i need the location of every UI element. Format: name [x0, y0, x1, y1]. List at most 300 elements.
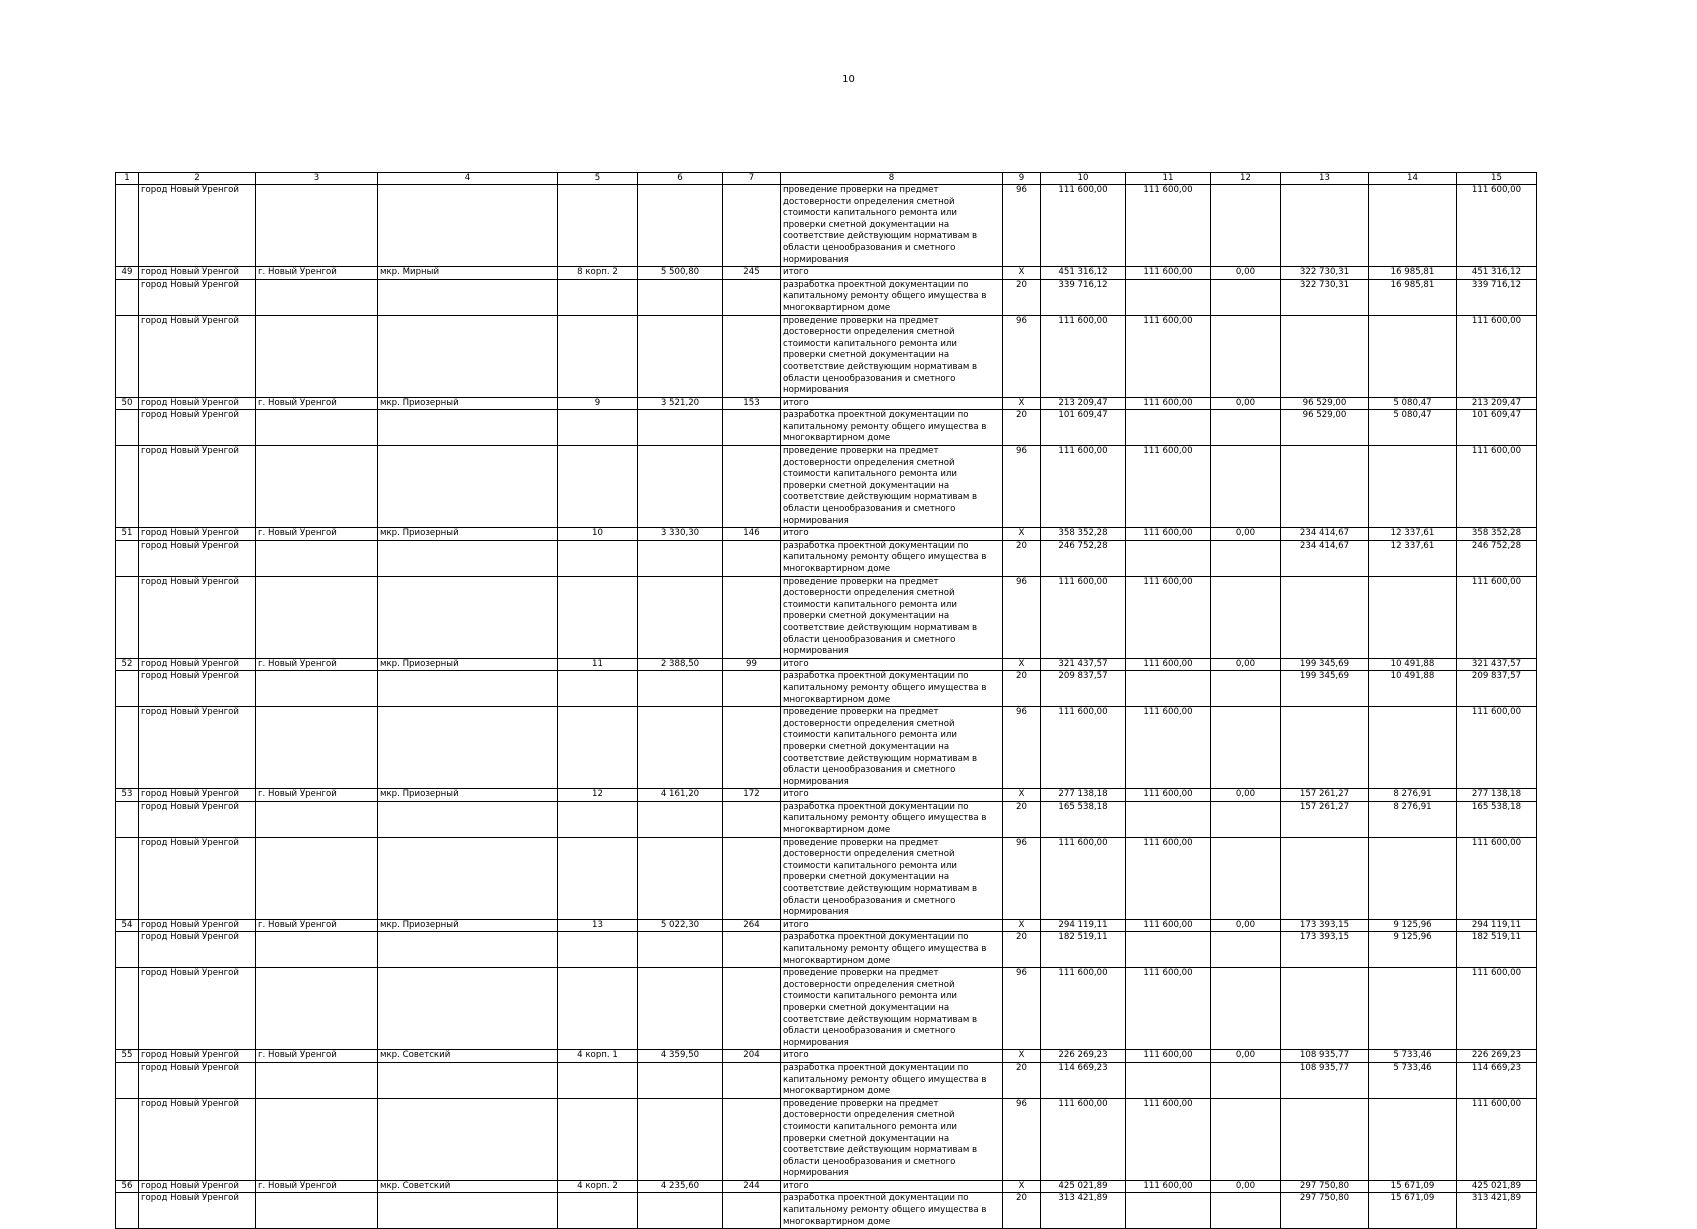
- cost-col15-cell: 425 021,89: [1457, 1180, 1537, 1193]
- cost-col11-cell: [1126, 1193, 1211, 1229]
- municipality-cell: город Новый Уренгой: [139, 315, 256, 397]
- column-header: 8: [781, 173, 1003, 185]
- area-cell: 3 330,30: [638, 528, 723, 541]
- cost-col14-cell: 15 671,09: [1369, 1193, 1457, 1229]
- area-cell: [638, 1062, 723, 1098]
- area-cell: [638, 837, 723, 919]
- area-cell: [638, 540, 723, 576]
- street-cell: [378, 410, 558, 446]
- municipality-cell: город Новый Уренгой: [139, 837, 256, 919]
- table-row: [116, 315, 1537, 397]
- total-cost-cell: 114 669,23: [1041, 1062, 1126, 1098]
- cost-col13-cell: 96 529,00: [1281, 397, 1369, 410]
- work-type-cell: разработка проектной документации по капитальному ремонту общего имущества в многоквартирном доме: [781, 279, 1003, 315]
- area-cell: [638, 707, 723, 789]
- cost-col15-cell: 111 600,00: [1457, 1098, 1537, 1180]
- area-cell: [638, 671, 723, 707]
- row-number-cell: [116, 707, 139, 789]
- table-row: [116, 185, 1537, 267]
- municipality-cell: город Новый Уренгой: [139, 446, 256, 528]
- row-number-cell: [116, 185, 139, 267]
- work-type-cell: разработка проектной документации по капитальному ремонту общего имущества в многоквартирном доме: [781, 801, 1003, 837]
- table-row: [116, 658, 1537, 671]
- residents-cell: 204: [723, 1050, 781, 1063]
- cost-col15-cell: 213 209,47: [1457, 397, 1537, 410]
- cost-col13-cell: 108 935,77: [1281, 1062, 1369, 1098]
- municipality-cell: город Новый Уренгой: [139, 185, 256, 267]
- table-row: [116, 919, 1537, 932]
- cost-col13-cell: 297 750,80: [1281, 1180, 1369, 1193]
- work-code-cell: 96: [1003, 576, 1041, 658]
- area-cell: [638, 1193, 723, 1229]
- municipality-cell: город Новый Уренгой: [139, 1050, 256, 1063]
- area-cell: 5 022,30: [638, 919, 723, 932]
- work-type-cell: проведение проверки на предмет достоверности определения сметной стоимости капитального ремонта или проверки сметной документации на соответствие действующим нормативам в области ценообразования и сметного нормирования: [781, 1098, 1003, 1180]
- cost-col11-cell: 111 600,00: [1126, 576, 1211, 658]
- work-code-cell: 96: [1003, 315, 1041, 397]
- municipality-cell: город Новый Уренгой: [139, 658, 256, 671]
- cost-col11-cell: [1126, 1062, 1211, 1098]
- cost-col12-cell: [1211, 540, 1281, 576]
- column-header: 14: [1369, 173, 1457, 185]
- cost-col15-cell: 277 138,18: [1457, 789, 1537, 802]
- municipality-cell: город Новый Уренгой: [139, 1098, 256, 1180]
- area-cell: [638, 1098, 723, 1180]
- cost-col11-cell: 111 600,00: [1126, 528, 1211, 541]
- work-type-cell: проведение проверки на предмет достоверности определения сметной стоимости капитального ремонта или проверки сметной документации на соответствие действующим нормативам в области ценообразования и сметного нормирования: [781, 707, 1003, 789]
- street-cell: мкр. Приозерный: [378, 397, 558, 410]
- cost-col12-cell: [1211, 801, 1281, 837]
- cost-col15-cell: 339 716,12: [1457, 279, 1537, 315]
- municipality-cell: город Новый Уренгой: [139, 279, 256, 315]
- work-code-cell: X: [1003, 1180, 1041, 1193]
- street-cell: [378, 801, 558, 837]
- work-type-cell: разработка проектной документации по капитальному ремонту общего имущества в многоквартирном доме: [781, 1062, 1003, 1098]
- cost-col11-cell: 111 600,00: [1126, 707, 1211, 789]
- work-code-cell: 20: [1003, 801, 1041, 837]
- column-header: 12: [1211, 173, 1281, 185]
- total-cost-cell: 111 600,00: [1041, 185, 1126, 267]
- settlement-cell: [256, 801, 378, 837]
- area-cell: 4 161,20: [638, 789, 723, 802]
- cost-col12-cell: [1211, 185, 1281, 267]
- row-number-cell: [116, 410, 139, 446]
- residents-cell: 244: [723, 1180, 781, 1193]
- municipality-cell: город Новый Уренгой: [139, 528, 256, 541]
- row-number-cell: [116, 279, 139, 315]
- cost-col11-cell: 111 600,00: [1126, 315, 1211, 397]
- area-cell: [638, 410, 723, 446]
- cost-col14-cell: 9 125,96: [1369, 932, 1457, 968]
- house-number-cell: [558, 279, 638, 315]
- street-cell: [378, 707, 558, 789]
- work-code-cell: X: [1003, 919, 1041, 932]
- work-type-cell: проведение проверки на предмет достоверности определения сметной стоимости капитального ремонта или проверки сметной документации на соответствие действующим нормативам в области ценообразования и сметного нормирования: [781, 185, 1003, 267]
- cost-col13-cell: 234 414,67: [1281, 528, 1369, 541]
- house-number-cell: 10: [558, 528, 638, 541]
- column-header: 13: [1281, 173, 1369, 185]
- table-row: [116, 707, 1537, 789]
- total-cost-cell: 111 600,00: [1041, 1098, 1126, 1180]
- column-header: 3: [256, 173, 378, 185]
- residents-cell: [723, 185, 781, 267]
- table-row: [116, 1180, 1537, 1193]
- cost-col14-cell: 15 671,09: [1369, 1180, 1457, 1193]
- residents-cell: 146: [723, 528, 781, 541]
- work-type-cell: проведение проверки на предмет достоверности определения сметной стоимости капитального ремонта или проверки сметной документации на соответствие действующим нормативам в области ценообразования и сметного нормирования: [781, 446, 1003, 528]
- work-code-cell: X: [1003, 789, 1041, 802]
- area-cell: 2 388,50: [638, 658, 723, 671]
- total-cost-cell: 213 209,47: [1041, 397, 1126, 410]
- table-row: [116, 410, 1537, 446]
- municipality-cell: город Новый Уренгой: [139, 1193, 256, 1229]
- cost-col15-cell: 182 519,11: [1457, 932, 1537, 968]
- cost-col12-cell: [1211, 837, 1281, 919]
- work-type-cell: разработка проектной документации по капитальному ремонту общего имущества в многоквартирном доме: [781, 932, 1003, 968]
- street-cell: [378, 968, 558, 1050]
- street-cell: [378, 1193, 558, 1229]
- cost-col13-cell: 199 345,69: [1281, 658, 1369, 671]
- settlement-cell: г. Новый Уренгой: [256, 1050, 378, 1063]
- row-number-cell: [116, 1193, 139, 1229]
- cost-col15-cell: 358 352,28: [1457, 528, 1537, 541]
- table-row: [116, 1050, 1537, 1063]
- cost-col14-cell: [1369, 707, 1457, 789]
- municipality-cell: город Новый Уренгой: [139, 801, 256, 837]
- work-code-cell: 96: [1003, 185, 1041, 267]
- residents-cell: 153: [723, 397, 781, 410]
- total-cost-cell: 313 421,89: [1041, 1193, 1126, 1229]
- cost-col14-cell: 10 491,88: [1369, 671, 1457, 707]
- total-cost-cell: 111 600,00: [1041, 446, 1126, 528]
- capital-repair-table: [115, 172, 1537, 1229]
- municipality-cell: город Новый Уренгой: [139, 789, 256, 802]
- total-cost-cell: 111 600,00: [1041, 315, 1126, 397]
- cost-col11-cell: 111 600,00: [1126, 968, 1211, 1050]
- area-cell: [638, 968, 723, 1050]
- house-number-cell: 11: [558, 658, 638, 671]
- area-cell: [638, 279, 723, 315]
- cost-col12-cell: [1211, 576, 1281, 658]
- settlement-cell: [256, 315, 378, 397]
- column-header: 6: [638, 173, 723, 185]
- row-number-cell: 56: [116, 1180, 139, 1193]
- cost-col14-cell: 9 125,96: [1369, 919, 1457, 932]
- house-number-cell: [558, 410, 638, 446]
- cost-col13-cell: 108 935,77: [1281, 1050, 1369, 1063]
- house-number-cell: [558, 671, 638, 707]
- residents-cell: [723, 671, 781, 707]
- residents-cell: [723, 410, 781, 446]
- cost-col15-cell: 226 269,23: [1457, 1050, 1537, 1063]
- total-cost-cell: 111 600,00: [1041, 576, 1126, 658]
- cost-col11-cell: 111 600,00: [1126, 1098, 1211, 1180]
- cost-col15-cell: 111 600,00: [1457, 446, 1537, 528]
- street-cell: [378, 837, 558, 919]
- street-cell: [378, 185, 558, 267]
- cost-col15-cell: 321 437,57: [1457, 658, 1537, 671]
- residents-cell: 99: [723, 658, 781, 671]
- total-cost-cell: 209 837,57: [1041, 671, 1126, 707]
- settlement-cell: г. Новый Уренгой: [256, 1180, 378, 1193]
- work-code-cell: 96: [1003, 1098, 1041, 1180]
- cost-col13-cell: 157 261,27: [1281, 801, 1369, 837]
- work-code-cell: 96: [1003, 837, 1041, 919]
- row-number-cell: 51: [116, 528, 139, 541]
- settlement-cell: [256, 1062, 378, 1098]
- row-number-cell: [116, 576, 139, 658]
- cost-col13-cell: 96 529,00: [1281, 410, 1369, 446]
- work-type-cell: проведение проверки на предмет достоверности определения сметной стоимости капитального ремонта или проверки сметной документации на соответствие действующим нормативам в области ценообразования и сметного нормирования: [781, 576, 1003, 658]
- street-cell: [378, 576, 558, 658]
- residents-cell: [723, 932, 781, 968]
- cost-col11-cell: [1126, 540, 1211, 576]
- cost-col12-cell: 0,00: [1211, 658, 1281, 671]
- house-number-cell: [558, 968, 638, 1050]
- cost-col12-cell: 0,00: [1211, 1050, 1281, 1063]
- street-cell: мкр. Советский: [378, 1050, 558, 1063]
- cost-col12-cell: 0,00: [1211, 397, 1281, 410]
- cost-col15-cell: 111 600,00: [1457, 968, 1537, 1050]
- settlement-cell: г. Новый Уренгой: [256, 528, 378, 541]
- total-cost-cell: 111 600,00: [1041, 837, 1126, 919]
- cost-col15-cell: 209 837,57: [1457, 671, 1537, 707]
- cost-col15-cell: 294 119,11: [1457, 919, 1537, 932]
- row-number-cell: 49: [116, 267, 139, 280]
- residents-cell: [723, 1062, 781, 1098]
- cost-col13-cell: 322 730,31: [1281, 267, 1369, 280]
- work-type-cell: итого: [781, 658, 1003, 671]
- row-number-cell: [116, 837, 139, 919]
- cost-col13-cell: 234 414,67: [1281, 540, 1369, 576]
- cost-col14-cell: 16 985,81: [1369, 267, 1457, 280]
- work-code-cell: X: [1003, 528, 1041, 541]
- work-code-cell: 20: [1003, 410, 1041, 446]
- settlement-cell: [256, 837, 378, 919]
- table-row: [116, 1098, 1537, 1180]
- work-type-cell: итого: [781, 1180, 1003, 1193]
- table-row: [116, 1062, 1537, 1098]
- table-row: [116, 801, 1537, 837]
- table-row: [116, 837, 1537, 919]
- row-number-cell: [116, 315, 139, 397]
- residents-cell: [723, 837, 781, 919]
- cost-col15-cell: 111 600,00: [1457, 576, 1537, 658]
- settlement-cell: [256, 707, 378, 789]
- cost-col11-cell: [1126, 801, 1211, 837]
- cost-col14-cell: 5 733,46: [1369, 1062, 1457, 1098]
- table-row: [116, 789, 1537, 802]
- cost-col11-cell: 111 600,00: [1126, 267, 1211, 280]
- work-code-cell: 20: [1003, 540, 1041, 576]
- cost-col12-cell: 0,00: [1211, 919, 1281, 932]
- street-cell: мкр. Приозерный: [378, 528, 558, 541]
- street-cell: [378, 1098, 558, 1180]
- cost-col11-cell: [1126, 410, 1211, 446]
- settlement-cell: [256, 671, 378, 707]
- table-row: [116, 446, 1537, 528]
- cost-col12-cell: 0,00: [1211, 528, 1281, 541]
- row-number-cell: [116, 671, 139, 707]
- street-cell: мкр. Приозерный: [378, 919, 558, 932]
- work-code-cell: 20: [1003, 671, 1041, 707]
- cost-col14-cell: [1369, 576, 1457, 658]
- work-type-cell: проведение проверки на предмет достоверности определения сметной стоимости капитального ремонта или проверки сметной документации на соответствие действующим нормативам в области ценообразования и сметного нормирования: [781, 837, 1003, 919]
- area-cell: [638, 576, 723, 658]
- table-row: [116, 267, 1537, 280]
- cost-col11-cell: 111 600,00: [1126, 185, 1211, 267]
- table-header-row: [116, 173, 1537, 185]
- house-number-cell: 9: [558, 397, 638, 410]
- cost-col14-cell: 8 276,91: [1369, 801, 1457, 837]
- cost-col11-cell: 111 600,00: [1126, 446, 1211, 528]
- settlement-cell: [256, 1098, 378, 1180]
- row-number-cell: [116, 1098, 139, 1180]
- cost-col13-cell: [1281, 315, 1369, 397]
- row-number-cell: 52: [116, 658, 139, 671]
- total-cost-cell: 425 021,89: [1041, 1180, 1126, 1193]
- settlement-cell: г. Новый Уренгой: [256, 397, 378, 410]
- total-cost-cell: 294 119,11: [1041, 919, 1126, 932]
- street-cell: [378, 279, 558, 315]
- cost-col13-cell: 157 261,27: [1281, 789, 1369, 802]
- work-code-cell: X: [1003, 1050, 1041, 1063]
- municipality-cell: город Новый Уренгой: [139, 576, 256, 658]
- work-code-cell: 96: [1003, 707, 1041, 789]
- house-number-cell: [558, 576, 638, 658]
- table-row: [116, 279, 1537, 315]
- house-number-cell: 8 корп. 2: [558, 267, 638, 280]
- house-number-cell: 12: [558, 789, 638, 802]
- table-row: [116, 671, 1537, 707]
- area-cell: 4 359,50: [638, 1050, 723, 1063]
- street-cell: мкр. Советский: [378, 1180, 558, 1193]
- table-row: [116, 968, 1537, 1050]
- municipality-cell: город Новый Уренгой: [139, 397, 256, 410]
- street-cell: [378, 315, 558, 397]
- house-number-cell: [558, 185, 638, 267]
- residents-cell: [723, 968, 781, 1050]
- total-cost-cell: 182 519,11: [1041, 932, 1126, 968]
- cost-col14-cell: 12 337,61: [1369, 540, 1457, 576]
- street-cell: мкр. Мирный: [378, 267, 558, 280]
- total-cost-cell: 358 352,28: [1041, 528, 1126, 541]
- total-cost-cell: 111 600,00: [1041, 707, 1126, 789]
- cost-col11-cell: 111 600,00: [1126, 1180, 1211, 1193]
- cost-col13-cell: [1281, 707, 1369, 789]
- settlement-cell: г. Новый Уренгой: [256, 267, 378, 280]
- cost-col14-cell: [1369, 446, 1457, 528]
- table-row: [116, 540, 1537, 576]
- residents-cell: [723, 707, 781, 789]
- house-number-cell: [558, 707, 638, 789]
- work-type-cell: проведение проверки на предмет достоверности определения сметной стоимости капитального ремонта или проверки сметной документации на соответствие действующим нормативам в области ценообразования и сметного нормирования: [781, 315, 1003, 397]
- residents-cell: [723, 1193, 781, 1229]
- total-cost-cell: 101 609,47: [1041, 410, 1126, 446]
- cost-col15-cell: 114 669,23: [1457, 1062, 1537, 1098]
- cost-col14-cell: 12 337,61: [1369, 528, 1457, 541]
- residents-cell: 172: [723, 789, 781, 802]
- cost-col15-cell: 313 421,89: [1457, 1193, 1537, 1229]
- row-number-cell: 54: [116, 919, 139, 932]
- settlement-cell: г. Новый Уренгой: [256, 789, 378, 802]
- municipality-cell: город Новый Уренгой: [139, 932, 256, 968]
- cost-col14-cell: [1369, 1098, 1457, 1180]
- municipality-cell: город Новый Уренгой: [139, 671, 256, 707]
- municipality-cell: город Новый Уренгой: [139, 540, 256, 576]
- row-number-cell: [116, 446, 139, 528]
- cost-col12-cell: [1211, 671, 1281, 707]
- settlement-cell: [256, 446, 378, 528]
- area-cell: 3 521,20: [638, 397, 723, 410]
- total-cost-cell: 226 269,23: [1041, 1050, 1126, 1063]
- cost-col14-cell: [1369, 315, 1457, 397]
- cost-col11-cell: [1126, 932, 1211, 968]
- table-row: [116, 1193, 1537, 1229]
- cost-col12-cell: 0,00: [1211, 1180, 1281, 1193]
- cost-col15-cell: 111 600,00: [1457, 185, 1537, 267]
- column-header: 4: [378, 173, 558, 185]
- work-type-cell: разработка проектной документации по капитальному ремонту общего имущества в многоквартирном доме: [781, 410, 1003, 446]
- cost-col11-cell: 111 600,00: [1126, 837, 1211, 919]
- column-header: 11: [1126, 173, 1211, 185]
- cost-col15-cell: 111 600,00: [1457, 315, 1537, 397]
- work-type-cell: разработка проектной документации по капитальному ремонту общего имущества в многоквартирном доме: [781, 671, 1003, 707]
- cost-col14-cell: [1369, 185, 1457, 267]
- cost-col13-cell: [1281, 837, 1369, 919]
- total-cost-cell: 321 437,57: [1041, 658, 1126, 671]
- residents-cell: [723, 315, 781, 397]
- cost-col12-cell: [1211, 410, 1281, 446]
- work-type-cell: итого: [781, 397, 1003, 410]
- cost-col12-cell: [1211, 279, 1281, 315]
- cost-col15-cell: 165 538,18: [1457, 801, 1537, 837]
- work-code-cell: X: [1003, 267, 1041, 280]
- municipality-cell: город Новый Уренгой: [139, 707, 256, 789]
- cost-col12-cell: [1211, 932, 1281, 968]
- area-cell: [638, 932, 723, 968]
- total-cost-cell: 277 138,18: [1041, 789, 1126, 802]
- cost-col11-cell: 111 600,00: [1126, 658, 1211, 671]
- total-cost-cell: 339 716,12: [1041, 279, 1126, 315]
- row-number-cell: [116, 932, 139, 968]
- work-type-cell: итого: [781, 267, 1003, 280]
- cost-col12-cell: [1211, 968, 1281, 1050]
- table-row: [116, 528, 1537, 541]
- column-header: 9: [1003, 173, 1041, 185]
- cost-col13-cell: 173 393,15: [1281, 919, 1369, 932]
- street-cell: мкр. Приозерный: [378, 658, 558, 671]
- work-type-cell: проведение проверки на предмет достоверности определения сметной стоимости капитального ремонта или проверки сметной документации на соответствие действующим нормативам в области ценообразования и сметного нормирования: [781, 968, 1003, 1050]
- street-cell: [378, 540, 558, 576]
- residents-cell: [723, 540, 781, 576]
- cost-col11-cell: 111 600,00: [1126, 397, 1211, 410]
- house-number-cell: [558, 446, 638, 528]
- cost-col11-cell: [1126, 279, 1211, 315]
- municipality-cell: город Новый Уренгой: [139, 968, 256, 1050]
- municipality-cell: город Новый Уренгой: [139, 410, 256, 446]
- work-code-cell: X: [1003, 397, 1041, 410]
- total-cost-cell: 111 600,00: [1041, 968, 1126, 1050]
- cost-col12-cell: [1211, 446, 1281, 528]
- residents-cell: [723, 576, 781, 658]
- cost-col11-cell: [1126, 671, 1211, 707]
- total-cost-cell: 451 316,12: [1041, 267, 1126, 280]
- municipality-cell: город Новый Уренгой: [139, 919, 256, 932]
- house-number-cell: 4 корп. 2: [558, 1180, 638, 1193]
- residents-cell: [723, 1098, 781, 1180]
- column-header: 10: [1041, 173, 1126, 185]
